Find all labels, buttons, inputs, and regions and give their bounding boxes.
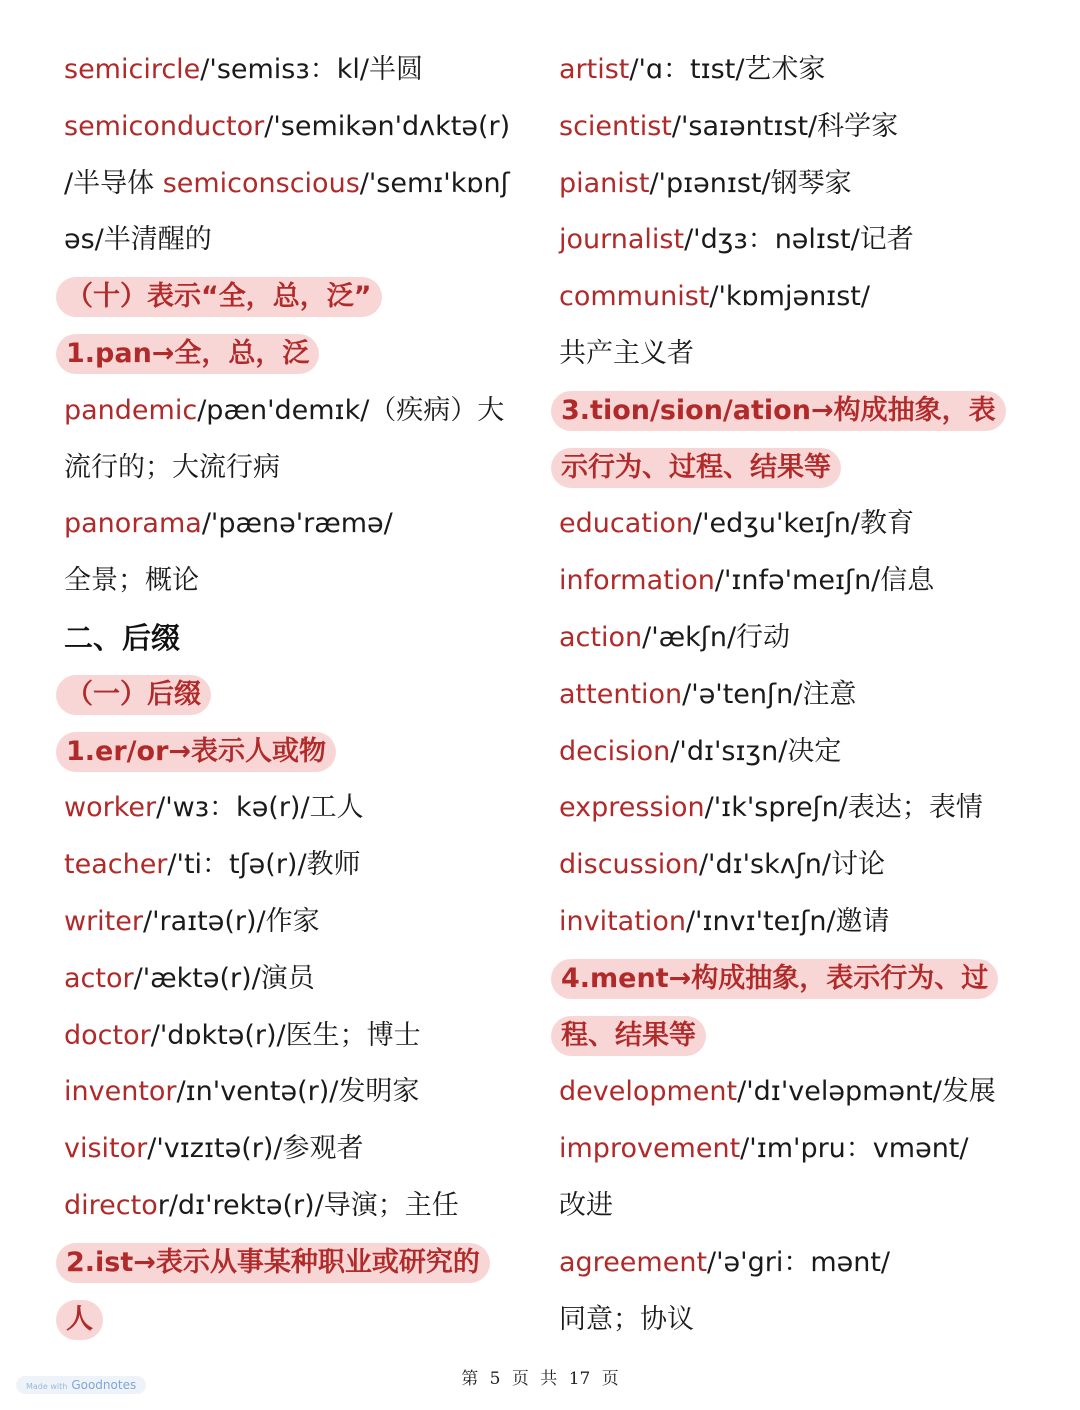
entry-artist <box>559 42 1029 99</box>
word: development <box>559 1076 738 1108</box>
word: agreement <box>559 1246 708 1278</box>
word: expression <box>559 792 705 824</box>
heading-line <box>64 1235 534 1292</box>
definition: r/dɪ'rektə(r)/导演；主任 <box>157 1189 459 1221</box>
entry-agreement <box>559 1235 1029 1292</box>
entry-inventor <box>64 1064 534 1121</box>
definition: /pæn'demɪk/（疾病）大 <box>197 394 505 426</box>
word: visitor <box>64 1133 148 1165</box>
heading-line <box>559 440 1029 497</box>
word: invitation <box>559 905 686 937</box>
definition: /'edʒu'keɪʃn/教育 <box>692 508 914 540</box>
highlighted-heading: 1.er/or→表示人或物 <box>56 732 336 772</box>
word: panorama <box>64 508 202 540</box>
definition: /'ɑ：tɪst/艺术家 <box>629 54 826 85</box>
entry-pandemic <box>64 383 534 440</box>
heading-line <box>64 1292 534 1349</box>
definition: /'kɒmjənɪst/ <box>709 281 870 313</box>
entry-improvement <box>559 1121 1029 1178</box>
word: semiconscious <box>162 167 360 199</box>
definition: /'ti：tʃə(r)/教师 <box>167 849 361 881</box>
section-title: 二、后缀 <box>64 620 181 655</box>
right-column <box>559 42 1029 1348</box>
watermark-brand: Goodnotes <box>71 1378 137 1392</box>
word: pandemic <box>64 394 198 426</box>
highlighted-heading: 示行为、过程、结果等 <box>551 448 841 488</box>
definition: /'ə'tenʃn/注意 <box>682 678 857 710</box>
entry-pianist <box>559 156 1029 213</box>
goodnotes-watermark <box>16 1376 146 1394</box>
entry-semicircle <box>64 42 534 99</box>
definition: /'vɪzɪtə(r)/参观者 <box>147 1133 364 1165</box>
word: journalist <box>559 224 685 256</box>
definition: /'dɪ'veləpmənt/发展 <box>737 1076 996 1108</box>
word: doctor <box>64 1019 151 1051</box>
highlighted-heading: 2.ist→表示从事某种职业或研究的 <box>56 1243 490 1283</box>
highlighted-heading: 程、结果等 <box>551 1016 706 1056</box>
heading-line <box>559 951 1029 1008</box>
heading-line <box>64 724 534 781</box>
word: communist <box>559 281 710 313</box>
highlighted-heading: （十）表示“全，总，泛” <box>56 277 382 317</box>
heading-line <box>64 269 534 326</box>
definition: /'ɪk'spreʃn/表达；表情 <box>704 792 983 824</box>
word: inventor <box>64 1076 177 1108</box>
word: discussion <box>559 849 699 881</box>
entry-discussion <box>559 837 1029 894</box>
entry-panorama <box>64 496 534 553</box>
word: information <box>559 565 715 597</box>
watermark-prefix: Made with <box>26 1382 68 1391</box>
definition: /'ɪnfə'meɪʃn/信息 <box>714 565 935 597</box>
entry-director <box>64 1178 534 1235</box>
highlighted-heading: 3.tion/sion/ation→构成抽象，表 <box>551 391 1006 431</box>
heading-line <box>559 383 1029 440</box>
highlighted-heading: 1.pan→全，总，泛 <box>56 334 319 374</box>
definition: /'dʒɜ：nəlɪst/记者 <box>684 224 914 256</box>
word: semiconductor <box>64 110 265 142</box>
entry-teacher <box>64 837 534 894</box>
highlighted-heading: 4.ment→构成抽象，表示行为、过 <box>551 959 998 999</box>
entry-invitation <box>559 894 1029 951</box>
definition: /'dɪ'skʌʃn/讨论 <box>698 849 886 881</box>
entry-continuation: 改进 <box>559 1189 613 1221</box>
word: worker <box>64 792 157 824</box>
word: pianist <box>559 167 650 199</box>
definition: /'pɪənɪst/钢琴家 <box>649 167 852 199</box>
page-number: 第 5 页 共 17 页 <box>461 1369 619 1389</box>
word: action <box>559 621 643 653</box>
entry-continuation: 全景；概论 <box>64 565 199 597</box>
definition: /'pænə'ræmə/ <box>201 508 393 540</box>
entry-expression <box>559 780 1029 837</box>
word: writer <box>64 905 143 937</box>
entry-writer <box>64 894 534 951</box>
definition: /'semisɜ：kl/半圆 <box>200 54 423 85</box>
entry-semiconscious <box>64 156 534 213</box>
word: improvement <box>559 1133 741 1165</box>
entry-continuation: 共产主义者 <box>559 337 694 369</box>
entry-semiconductor <box>64 99 534 156</box>
entry-continuation: 同意；协议 <box>559 1303 694 1335</box>
definition: /'ɪm'pru：vmənt/ <box>740 1133 969 1165</box>
definition: /'ə'gri：mənt/ <box>707 1246 891 1278</box>
word: semicircle <box>64 54 201 85</box>
definition: /'ækʃn/行动 <box>642 621 791 653</box>
word: actor <box>64 962 134 994</box>
definition: /'raɪtə(r)/作家 <box>142 905 320 937</box>
entry-worker <box>64 780 534 837</box>
word: directo <box>64 1189 158 1221</box>
definition: /'wɜ：kə(r)/工人 <box>156 792 364 824</box>
highlighted-heading: 人 <box>56 1300 103 1340</box>
word: decision <box>559 735 671 767</box>
entry-scientist <box>559 99 1029 156</box>
definition: /半导体 <box>64 167 163 199</box>
entry-continuation: 流行的；大流行病 <box>64 451 280 483</box>
entry-decision <box>559 724 1029 781</box>
definition: /'dɪ'sɪʒn/决定 <box>670 735 842 767</box>
entry-communist <box>559 269 1029 326</box>
definition: /'semikən'dʌktə(r) <box>264 110 511 142</box>
definition: /'æktə(r)/演员 <box>133 962 315 994</box>
entry-attention <box>559 667 1029 724</box>
entry-doctor <box>64 1008 534 1065</box>
entry-journalist <box>559 212 1029 269</box>
heading-line <box>64 667 534 724</box>
heading-line <box>559 1008 1029 1065</box>
left-column <box>64 42 534 1348</box>
word: education <box>559 508 693 540</box>
word: artist <box>559 54 630 85</box>
entry-continuation: əs/半清醒的 <box>64 224 212 256</box>
entry-education <box>559 496 1029 553</box>
entry-development <box>559 1064 1029 1121</box>
entry-information <box>559 553 1029 610</box>
word: attention <box>559 678 683 710</box>
definition: /'dɒktə(r)/医生；博士 <box>150 1019 421 1051</box>
definition: /'semɪ'kɒnʃ <box>359 167 510 199</box>
heading-line <box>64 326 534 383</box>
definition: /'saɪəntɪst/科学家 <box>671 110 899 142</box>
entry-actor <box>64 951 534 1008</box>
entry-action <box>559 610 1029 667</box>
word: teacher <box>64 849 168 881</box>
entry-visitor <box>64 1121 534 1178</box>
word: scientist <box>559 110 672 142</box>
highlighted-heading: （一）后缀 <box>56 675 211 715</box>
definition: /ɪn'ventə(r)/发明家 <box>176 1076 420 1108</box>
definition: /'ɪnvɪ'teɪʃn/邀请 <box>685 905 890 937</box>
